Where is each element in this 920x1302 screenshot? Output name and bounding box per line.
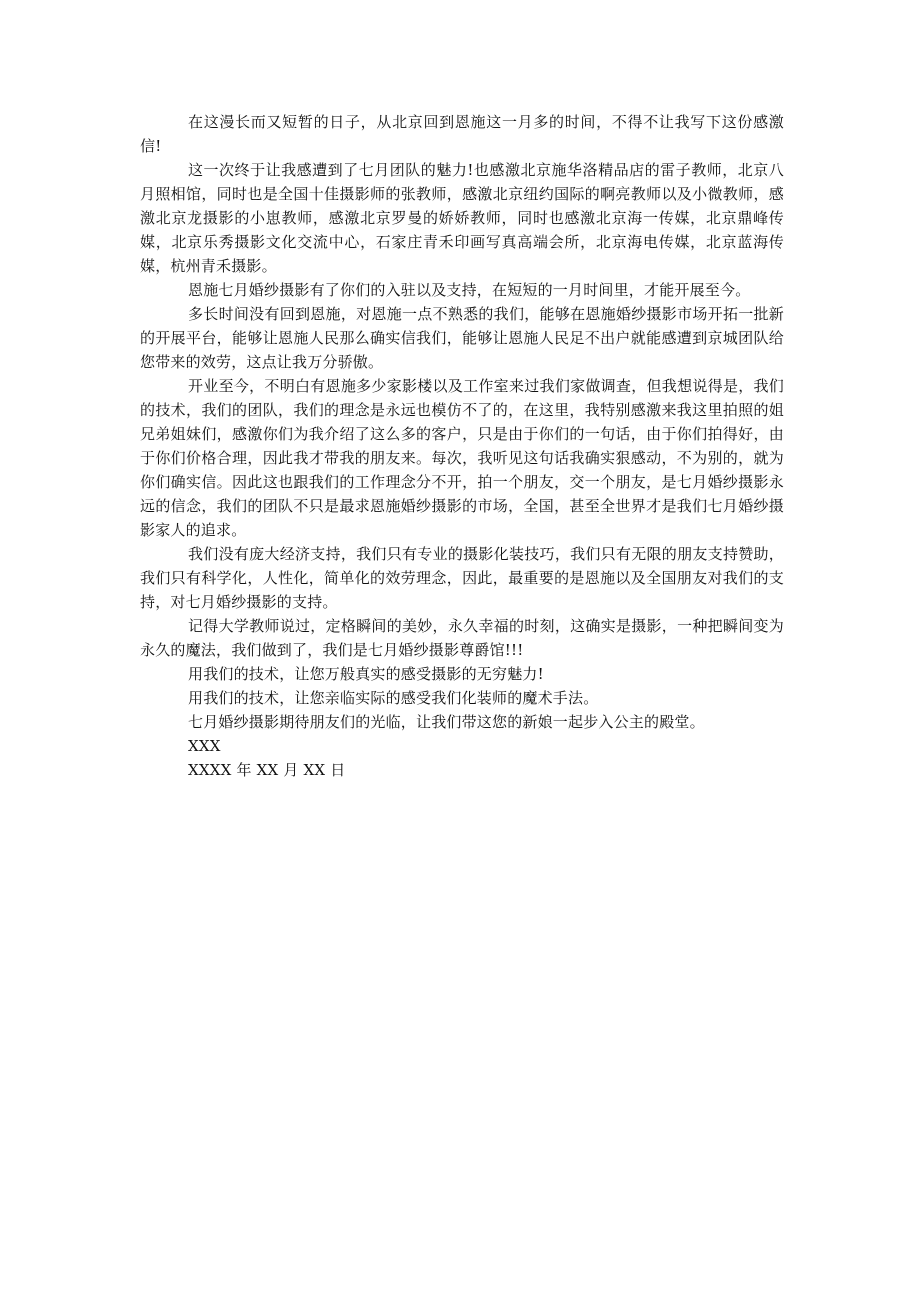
paragraph-3: 恩施七月婚纱摄影有了你们的入驻以及支持，在短短的一月时间里，才能开展至今。 — [188, 281, 751, 299]
paragraph-7: 记得大学教师说过，定格瞬间的美妙，永久幸福的时刻，这确实是摄影，一种把瞬间变为永久的魔法，我们做到了，我们是七月婚纱摄影尊爵馆!!! — [140, 617, 784, 659]
paragraph-2: 这一次终于让我感遭到了七月团队的魅力!也感激北京施华洛精品店的雷子教师，北京八月照相馆，同时也是全国十佳摄影师的张教师，感激北京纽约国际的啊亮教师以及小微教师，感激北京龙摄影的小崽教师，感激北京罗曼的娇娇教师，同时也感激北京海一传媒，北京鼎峰传媒，北京乐秀摄影文化交流中心，石家庄青禾印画写真高端会所，北京海电传媒，北京蓝海传媒，杭州青禾摄影。 — [140, 161, 784, 275]
paragraph-1: 在这漫长而又短暂的日子，从北京回到恩施这一月多的时间，不得不让我写下这份感激信! — [140, 113, 784, 155]
letter-date: XXXX 年 XX 月 XX 日 — [188, 761, 346, 779]
paragraph-5: 开业至今，不明白有恩施多少家影楼以及工作室来过我们家做调查，但我想说得是，我们的技术，我们的团队，我们的理念是永远也模仿不了的，在这里，我特别感激来我这里拍照的姐兄弟姐妹们，感激你们为我介绍了这么多的客户，只是由于你们的一句话，由于你们拍得好，由于你们价格合理，因此我才带我的朋友来。每次，我听见这句话我确实狠感动，不为别的，就为你们确实信。因此这也跟我们的工作理念分不开，拍一个朋友，交一个朋友，是七月婚纱摄影永远的信念，我们的团队不只是最求恩施婚纱摄影的市场，全国，甚至全世界才是我们七月婚纱摄影家人的追求。 — [140, 377, 784, 539]
paragraph-6: 我们没有庞大经济支持，我们只有专业的摄影化装技巧，我们只有无限的朋友支持赞助，我们只有科学化，人性化，简单化的效劳理念，因此，最重要的是恩施以及全国朋友对我们的支持，对七月婚纱摄影的支持。 — [140, 545, 784, 611]
signature: XXX — [188, 737, 221, 755]
paragraph-10: 七月婚纱摄影期待朋友们的光临，让我们带这您的新娘一起步入公主的殿堂。 — [188, 713, 705, 731]
paragraph-4: 多长时间没有回到恩施，对恩施一点不熟悉的我们，能够在恩施婚纱摄影市场开拓一批新的开展平台，能够让恩施人民那么确实信我们，能够让恩施人民足不出户就能感遭到京城团队给您带来的效劳，这点让我万分骄傲。 — [140, 305, 784, 371]
paragraph-9: 用我们的技术，让您亲临实际的感受我们化装师的魔术手法。 — [188, 689, 599, 707]
paragraph-8: 用我们的技术，让您万般真实的感受摄影的无穷魅力! — [188, 665, 544, 683]
letter-body — [140, 110, 784, 782]
